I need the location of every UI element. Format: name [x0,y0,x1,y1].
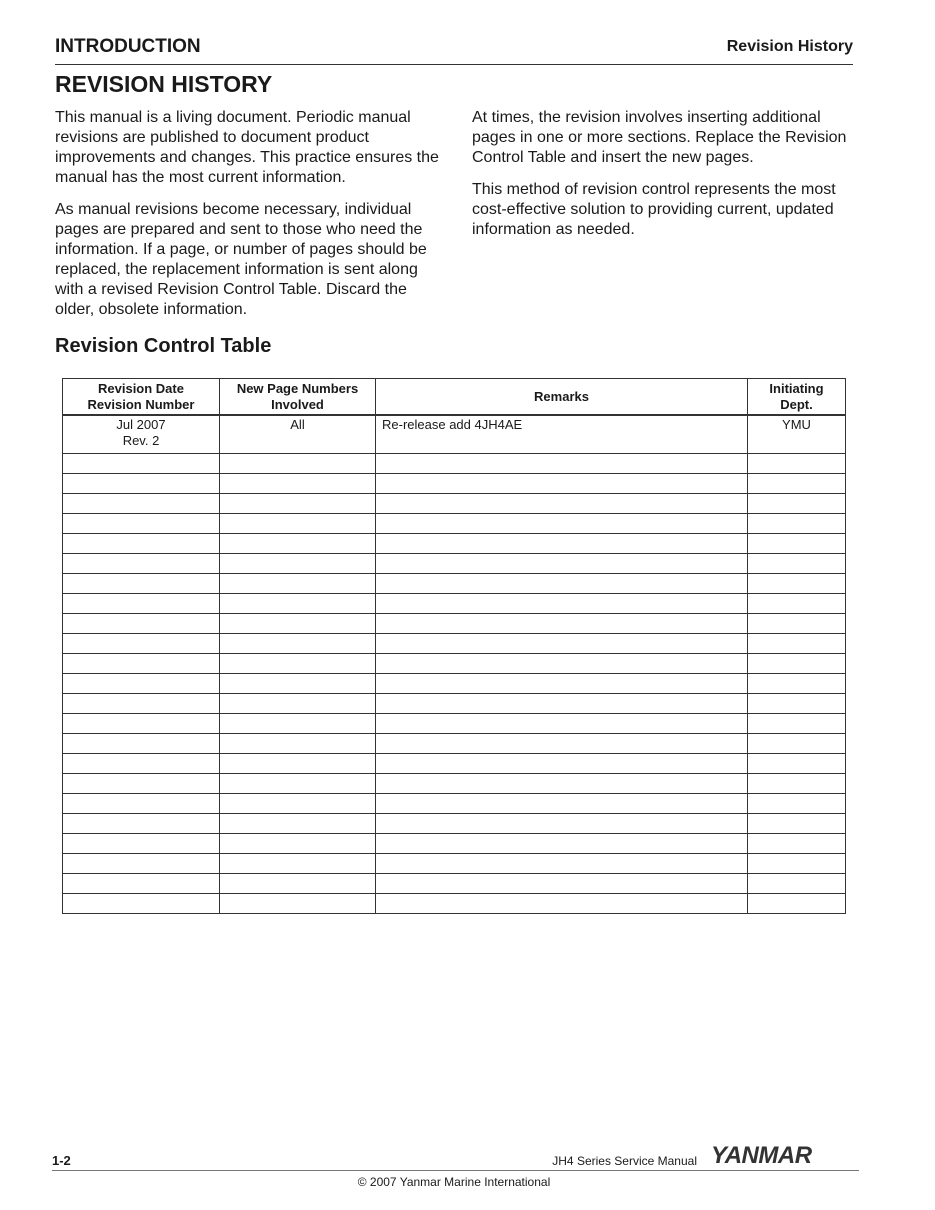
table-cell-empty [220,674,376,694]
table-row-empty [63,754,846,774]
table-row-empty [63,654,846,674]
table-row-empty [63,714,846,734]
table-cell-empty [748,654,846,674]
table-cell-empty [748,854,846,874]
table-row-empty [63,674,846,694]
header-initiating-dept: Initiating Dept. [748,379,846,416]
copyright: © 2007 Yanmar Marine International [357,1175,551,1189]
table-cell-empty [220,874,376,894]
table-cell-empty [748,734,846,754]
table-cell-empty [748,594,846,614]
paragraph: At times, the revision involves inserting additional pages in one or more sections. Replace the Revision Control Table and insert the new pages. [472,109,847,166]
table-cell-empty [63,814,220,834]
table-cell-empty [220,514,376,534]
table-cell-empty [376,594,748,614]
table-cell-empty [376,554,748,574]
table-title: Revision Control Table [55,335,272,357]
table-cell-empty [376,894,748,914]
table-cell-empty [376,714,748,734]
paragraph: This method of revision control represents the most cost-effective solution to providing current, updated information as needed. [472,181,836,238]
table-cell-empty [748,814,846,834]
table-row-empty [63,614,846,634]
table-cell-empty [376,654,748,674]
table-cell-empty [376,754,748,774]
table-cell-empty [63,754,220,774]
table-cell-empty [220,494,376,514]
table-cell-empty [748,834,846,854]
table-cell-empty [376,694,748,714]
table-cell-empty [63,774,220,794]
table-cell-empty [748,574,846,594]
table-row-empty [63,634,846,654]
table-row-empty [63,694,846,714]
table-cell-empty [220,534,376,554]
table-cell-empty [63,854,220,874]
table-cell-empty [748,614,846,634]
right-column [472,108,867,252]
table-cell-empty [63,734,220,754]
header-topic: Revision History [726,38,853,55]
table-cell-empty [376,734,748,754]
table-row-empty [63,794,846,814]
table-row-empty [63,874,846,894]
table-cell-empty [748,454,846,474]
table-cell-empty [63,514,220,534]
table-cell-empty [63,494,220,514]
header-remarks: Remarks [376,379,748,416]
table-cell-empty [376,574,748,594]
table-row-empty [63,854,846,874]
table-header-row [63,379,846,416]
table-cell-empty [748,674,846,694]
table-cell-empty [220,574,376,594]
table-cell-empty [748,694,846,714]
table-cell-empty [220,714,376,734]
table-cell-empty [63,594,220,614]
header-divider [55,64,853,65]
table-cell-empty [220,614,376,634]
table-cell-empty [63,794,220,814]
table-row-empty [63,814,846,834]
table-cell-empty [220,834,376,854]
table-row-empty [63,574,846,594]
table-cell-empty [748,874,846,894]
table-cell-empty [376,494,748,514]
paragraph: As manual revisions become necessary, individual pages are prepared and sent to those who need the information. If a page, or number of pages should be replaced, the replacement information is sent along with a revised Revision Control Table. Discard the older, obsolete information. [55,201,427,318]
table-cell-empty [63,534,220,554]
table-cell-empty [748,554,846,574]
table-row-empty [63,514,846,534]
header-revision-date: Revision Date Revision Number [63,379,220,416]
table-cell-empty [376,534,748,554]
table-cell-empty [220,774,376,794]
yanmar-logo [710,1140,855,1170]
table-cell-empty [376,774,748,794]
table-cell-empty [220,734,376,754]
table-cell-empty [63,474,220,494]
table-cell-empty [748,534,846,554]
left-column [55,108,440,332]
table-cell-empty [220,814,376,834]
table-row-empty [63,834,846,854]
table-cell-empty [748,634,846,654]
table-cell-empty [376,474,748,494]
table-cell-empty [63,674,220,694]
table-cell-empty [376,834,748,854]
table-cell-empty [220,694,376,714]
table-cell-empty [63,874,220,894]
table-cell-empty [63,834,220,854]
header-section: INTRODUCTION [55,36,201,57]
table-row-empty [63,474,846,494]
table-row-empty [63,454,846,474]
table-cell-empty [376,814,748,834]
table-row-empty [63,734,846,754]
table-cell-empty [220,654,376,674]
table-row-empty [63,594,846,614]
cell-remarks: Re-release add 4JH4AE [376,415,748,454]
table-cell-empty [63,714,220,734]
page-title: REVISION HISTORY [55,71,273,97]
page-number: 1-2 [52,1153,71,1168]
table-cell-empty [220,854,376,874]
table-cell-empty [63,614,220,634]
cell-dept: YMU [748,415,846,454]
table-cell-empty [220,634,376,654]
table-cell-empty [63,634,220,654]
table-cell-empty [376,614,748,634]
table-cell-empty [748,774,846,794]
table-cell-empty [748,794,846,814]
table-row [63,415,846,454]
table-cell-empty [376,874,748,894]
table-cell-empty [63,554,220,574]
table-cell-empty [220,794,376,814]
table-cell-empty [748,894,846,914]
yanmar-logo-text: YANMAR [711,1142,812,1169]
table-cell-empty [63,894,220,914]
table-cell-empty [748,514,846,534]
paragraph: This manual is a living document. Periodic manual revisions are published to document product improvements and changes. This practice ensures the manual has the most current information. [55,109,439,186]
table-cell-empty [376,854,748,874]
table-cell-empty [220,554,376,574]
table-cell-empty [63,574,220,594]
revision-control-table [62,378,846,914]
table-cell-empty [376,674,748,694]
manual-name: JH4 Series Service Manual [552,1154,697,1168]
table-cell-empty [376,634,748,654]
footer-divider [52,1170,859,1171]
table-row-empty [63,554,846,574]
table-cell-empty [220,894,376,914]
table-row-empty [63,494,846,514]
table-cell-empty [63,654,220,674]
table-row-empty [63,894,846,914]
table-cell-empty [63,694,220,714]
table-cell-empty [376,454,748,474]
cell-pages: All [220,415,376,454]
table-cell-empty [748,754,846,774]
table-cell-empty [220,594,376,614]
cell-revision-date: Jul 2007 Rev. 2 [63,415,220,454]
table-cell-empty [63,454,220,474]
table-row-empty [63,534,846,554]
table-cell-empty [376,794,748,814]
table-cell-empty [748,474,846,494]
table-row-empty [63,774,846,794]
table-cell-empty [220,754,376,774]
table-cell-empty [220,454,376,474]
table-cell-empty [748,494,846,514]
table-cell-empty [220,474,376,494]
table-cell-empty [376,514,748,534]
header-page-numbers: New Page Numbers Involved [220,379,376,416]
table-cell-empty [748,714,846,734]
